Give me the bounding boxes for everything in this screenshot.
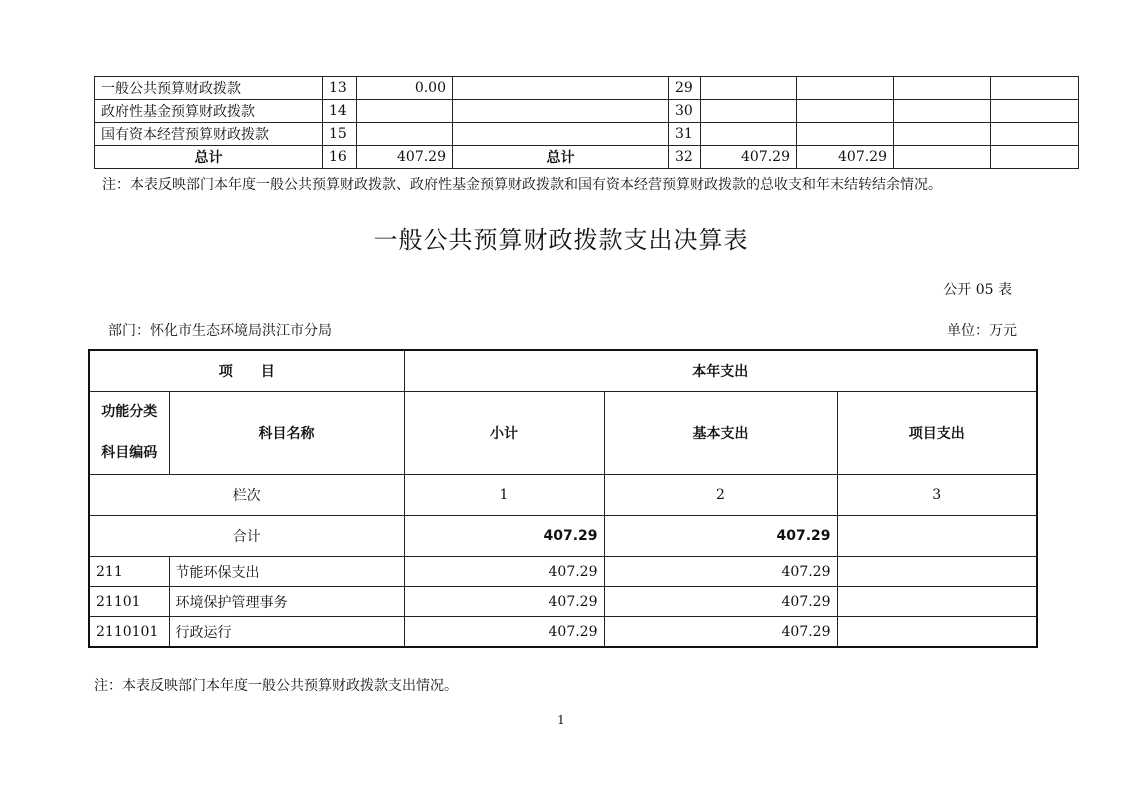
col-code-line2: 科目编码 <box>101 445 158 461</box>
code-cell: 2110101 <box>89 617 169 648</box>
subtotal-cell: 407.29 <box>404 557 604 587</box>
header-row <box>89 350 1037 392</box>
subtotal-cell: 407.29 <box>404 617 604 648</box>
value-cell <box>894 123 991 146</box>
line-no-cell: 13 <box>323 77 357 100</box>
col-name-header: 科目名称 <box>169 392 404 475</box>
table-row <box>95 100 1079 123</box>
row-index-cell: 1 <box>404 475 604 516</box>
value-cell <box>991 77 1079 100</box>
project-cell <box>837 587 1037 617</box>
value-cell <box>797 100 894 123</box>
col-basic-header: 基本支出 <box>604 392 837 475</box>
col-code-header <box>89 392 169 475</box>
total-value-cell <box>894 146 991 169</box>
code-cell: 21101 <box>89 587 169 617</box>
total-subtotal: 407.29 <box>404 516 604 557</box>
amount-cell <box>357 100 453 123</box>
total-amount-cell: 407.29 <box>357 146 453 169</box>
header-expense: 本年支出 <box>404 350 1037 392</box>
page-number: 1 <box>557 713 565 727</box>
total-row <box>89 516 1037 557</box>
right-item-cell <box>453 100 669 123</box>
amount-cell: 0.00 <box>357 77 453 100</box>
total-label: 合计 <box>89 516 404 557</box>
line-no-cell: 16 <box>323 146 357 169</box>
item-cell: 国有资本经营预算财政拨款 <box>95 123 323 146</box>
index-row <box>89 475 1037 516</box>
column-header-row <box>89 392 1037 475</box>
col-project-header: 项目支出 <box>837 392 1037 475</box>
table-row <box>95 77 1079 100</box>
total-value-cell: 407.29 <box>797 146 894 169</box>
value-cell <box>797 77 894 100</box>
page-title: 一般公共预算财政拨款支出决算表 <box>373 226 749 254</box>
col-subtotal-header: 小计 <box>404 392 604 475</box>
value-cell <box>894 77 991 100</box>
right-item-cell <box>453 123 669 146</box>
row-index-cell: 3 <box>837 475 1037 516</box>
value-cell <box>991 123 1079 146</box>
amount-cell <box>357 123 453 146</box>
header-item: 项 目 <box>89 350 404 392</box>
right-line-no-cell: 31 <box>669 123 701 146</box>
form-code: 公开 05 表 <box>943 282 1012 298</box>
basic-cell: 407.29 <box>604 587 837 617</box>
name-cell: 节能环保支出 <box>169 557 404 587</box>
value-cell <box>701 77 797 100</box>
name-cell: 环境保护管理事务 <box>169 587 404 617</box>
basic-cell: 407.29 <box>604 557 837 587</box>
summary-table-note: 注：本表反映部门本年度一般公共预算财政拨款、政府性基金预算财政拨款和国有资本经营预算财政拨款的总收支和年末结转结余情况。 <box>102 177 942 193</box>
right-item-cell <box>453 77 669 100</box>
basic-cell: 407.29 <box>604 617 837 648</box>
table-row <box>89 617 1037 648</box>
unit-label: 单位：万元 <box>947 323 1017 339</box>
right-line-no-cell: 32 <box>669 146 701 169</box>
expenditure-table <box>88 349 1038 648</box>
row-index-label: 栏次 <box>89 475 404 516</box>
code-cell: 211 <box>89 557 169 587</box>
item-cell: 一般公共预算财政拨款 <box>95 77 323 100</box>
project-cell <box>837 557 1037 587</box>
summary-table-continuation <box>94 76 1079 169</box>
table-row <box>89 587 1037 617</box>
value-cell <box>894 100 991 123</box>
project-cell <box>837 617 1037 648</box>
total-label-cell: 总计 <box>95 146 323 169</box>
right-total-label-cell: 总计 <box>453 146 669 169</box>
expenditure-table-note: 注：本表反映部门本年度一般公共预算财政拨款支出情况。 <box>94 678 458 694</box>
value-cell <box>701 123 797 146</box>
total-basic: 407.29 <box>604 516 837 557</box>
total-value-cell <box>991 146 1079 169</box>
item-cell: 政府性基金预算财政拨款 <box>95 100 323 123</box>
value-cell <box>991 100 1079 123</box>
col-code-line1: 功能分类 <box>101 404 158 420</box>
right-line-no-cell: 29 <box>669 77 701 100</box>
department-label: 部门：怀化市生态环境局洪江市分局 <box>108 323 332 339</box>
right-line-no-cell: 30 <box>669 100 701 123</box>
table-row <box>89 557 1037 587</box>
row-index-cell: 2 <box>604 475 837 516</box>
total-row <box>95 146 1079 169</box>
table-row <box>95 123 1079 146</box>
line-no-cell: 14 <box>323 100 357 123</box>
total-project <box>837 516 1037 557</box>
subtotal-cell: 407.29 <box>404 587 604 617</box>
line-no-cell: 15 <box>323 123 357 146</box>
value-cell <box>701 100 797 123</box>
total-value-cell: 407.29 <box>701 146 797 169</box>
value-cell <box>797 123 894 146</box>
name-cell: 行政运行 <box>169 617 404 648</box>
